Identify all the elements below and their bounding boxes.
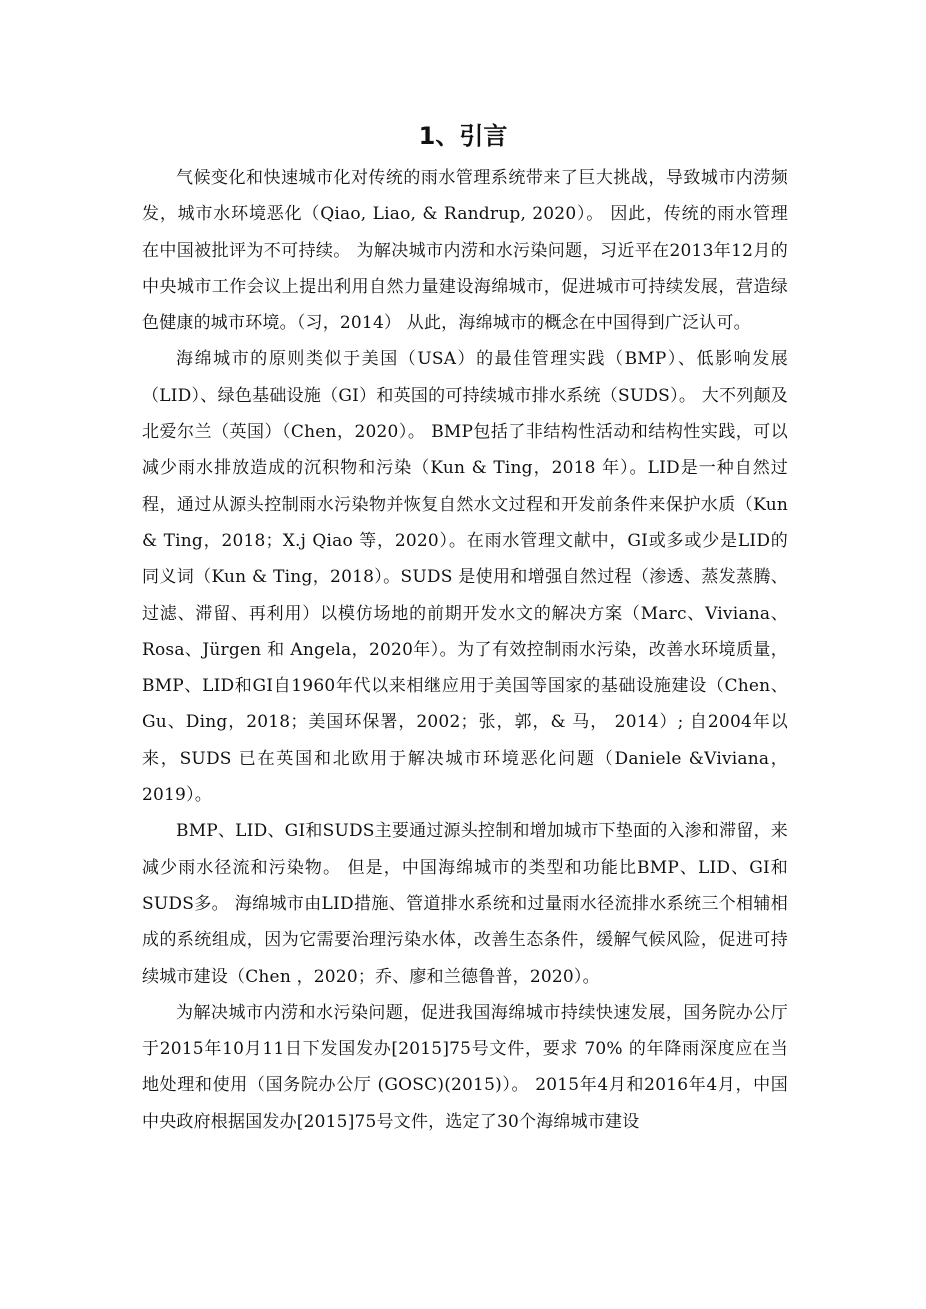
paragraph-2: 海绵城市的原则类似于美国（USA）的最佳管理实践（BMP）、低影响发展（LID）、绿色基础设施（GI）和英国的可持续城市排水系统（SUDS）。 大不列颠及北爱尔兰（英国）（Chen，2020）。 BMP包括了非结构性活动和结构性实践，可以减少雨水排放造成的沉积物和污染（Kun & Ting，2018 年）。LID是一种自然过程，通过从源头控制雨水污染物并恢复自然水文过程和开发前条件来保护水质（Kun & Ting，2018；X.j Qiao 等，2020）。在雨水管理文献中，GI或多或少是LID的同义词（Kun & Ting，2018）。SUDS 是使用和增强自然过程（渗透、蒸发蒸腾、过滤、滞留、再利用）以模仿场地的前期开发水文的解决方案（Marc、Viviana、Rosa、Jürgen 和 Angela，2020年）。为了有效控制雨水污染，改善水环境质量，BMP、LID和GI自1960年代以来相继应用于美国等国家的基础设施建设（Chen、Gu、Ding，2018；美国环保署，2002；张，郭，& 马， 2014）; 自2004年以来，SUDS 已在英国和北欧用于解决城市环境恶化问题（Daniele &Viviana，2019）。 — [142, 349, 788, 806]
paragraph-3: BMP、LID、GI和SUDS主要通过源头控制和增加城市下垫面的入渗和滞留，来减少雨水径流和污染物。 但是，中国海绵城市的类型和功能比BMP、LID、GI和SUDS多。 海绵城市由LID措施、管道排水系统和过量雨水径流排水系统三个相辅相成的系统组成，因为它需要治理污染水体，改善生态条件，缓解气候风险，促进可持续城市建设（Chen ，2020；乔、廖和兰德鲁普，2020）。 — [142, 821, 788, 987]
body-text — [142, 160, 788, 1140]
section-heading: 1、引言 — [418, 122, 508, 150]
paragraph-4: 为解决城市内涝和水污染问题，促进我国海绵城市持续快速发展，国务院办公厅于2015年10月11日下发国发办[2015]75号文件，要求 70% 的年降雨深度应在当地处理和使用（国务院办公厅 (GOSC)(2015)）。 2015年4月和2016年4月，中国中央政府根据国发办[2015]75号文件，选定了30个海绵城市建设 — [142, 1002, 788, 1132]
paragraph-1: 气候变化和快速城市化对传统的雨水管理系统带来了巨大挑战，导致城市内涝频发，城市水环境恶化（Qiao, Liao, & Randrup, 2020）。 因此，传统的雨水管理在中国被批评为不可持续。 为解决城市内涝和水污染问题，习近平在2013年12月的中央城市工作会议上提出利用自然力量建设海绵城市，促进城市可持续发展，营造绿色健康的城市环境。（习，2014） 从此，海绵城市的概念在中国得到广泛认可。 — [142, 168, 788, 334]
